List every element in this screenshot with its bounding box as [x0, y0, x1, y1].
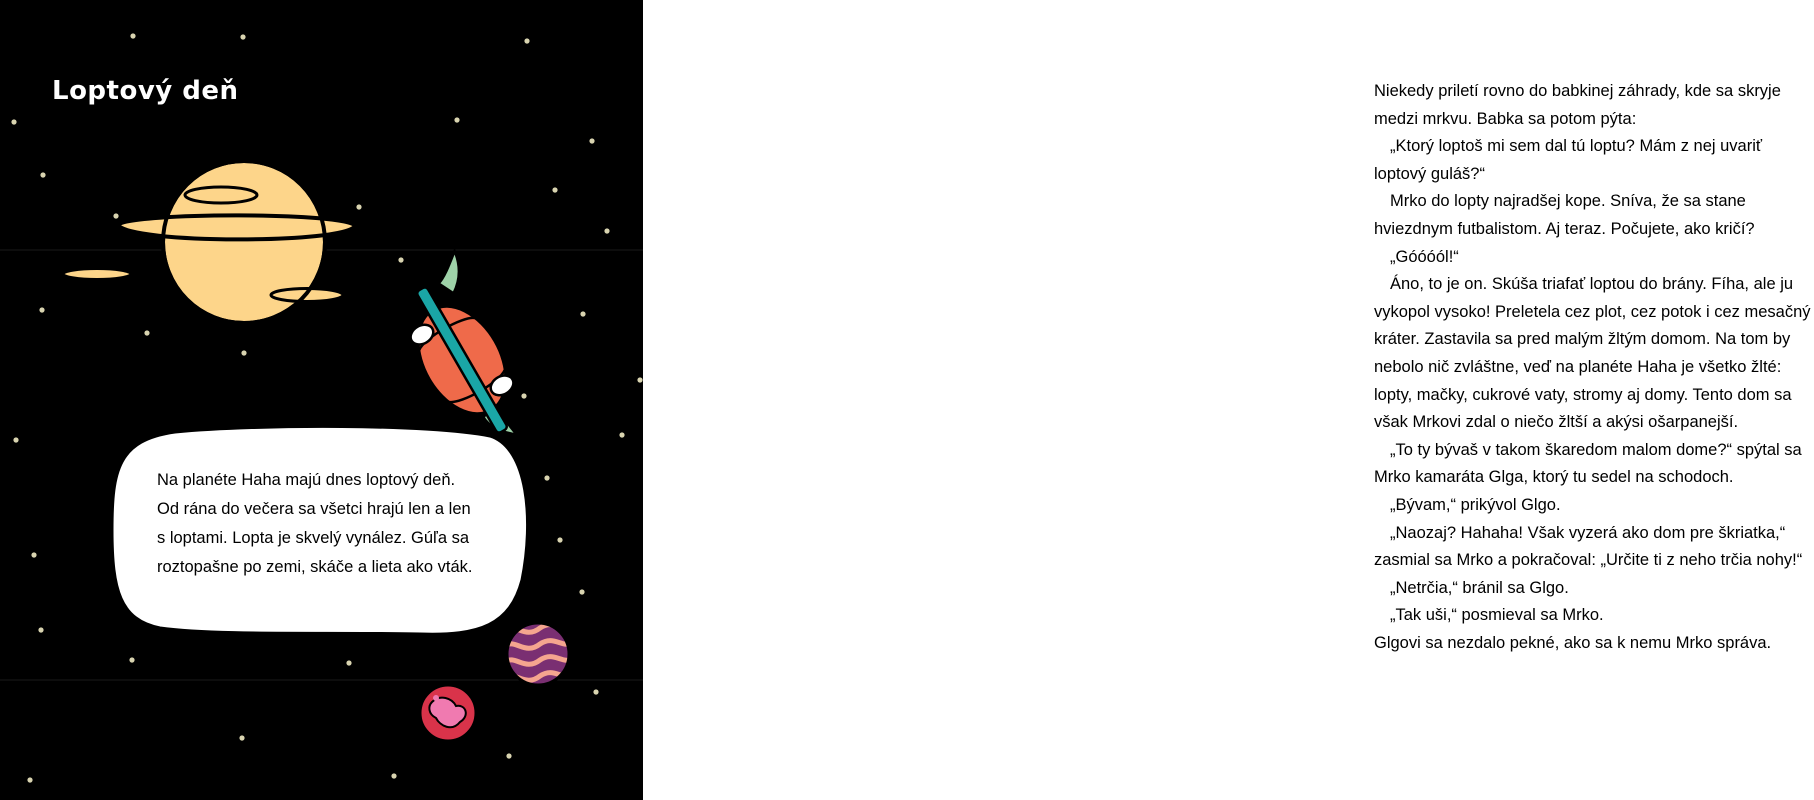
story-line: „Naozaj? Hahaha! Však vyzerá ako dom pre škriatka,“ [1390, 523, 1786, 542]
story-line: Áno, to je on. Skúša triafať loptou do brány. Fíha, ale ju [1390, 275, 1794, 294]
story-line: nebolo nič zvláštne, veď na planéte Haha je všetko žlté: [1374, 357, 1782, 376]
story-text [1374, 78, 1814, 657]
story-line: Mrko do lopty najradšej kope. Sníva, že sa stane [1390, 192, 1746, 211]
red-planet-icon [420, 685, 476, 741]
story-line: „Bývam,“ prikývol Glgo. [1390, 495, 1561, 514]
bubble-line: roztopašne po zemi, skáče a lieta ako vták. [157, 558, 473, 576]
left-page [0, 0, 643, 800]
story-line: lopty, mačky, cukrové vaty, stromy aj domy. Tento dom sa [1374, 385, 1792, 404]
striped-planet-icon [505, 623, 575, 685]
story-line: loptový guláš?“ [1374, 164, 1485, 183]
story-line: „Tak uši,“ posmieval sa Mrko. [1390, 606, 1604, 625]
bubble-line: s loptami. Lopta je skvelý vynález. Gúľa sa [157, 529, 470, 547]
bubble-line: Od rána do večera sa všetci hrajú len a len [157, 500, 471, 518]
page-title: Loptový deň [52, 76, 239, 106]
illustrations [0, 0, 643, 800]
story-line: však Mrkovi zdal o niečo žltší a akýsi ošarpanejší. [1374, 413, 1739, 432]
right-page [643, 0, 1811, 800]
story-line: vykopol vysoko! Preletela cez plot, cez potok i cez mesačný [1374, 302, 1811, 321]
story-line: hviezdnym futbalistom. Aj teraz. Počujete, ako kričí? [1374, 219, 1755, 238]
story-line: zasmial sa Mrko a pokračoval: „Určite ti z neho trčia nohy!“ [1374, 551, 1803, 570]
story-line: Glgovi sa nezdalo pekné, ako sa k nemu Mrko správa. [1374, 633, 1772, 652]
ringed-planet-icon [63, 161, 355, 323]
story-line: medzi mrkvu. Babka sa potom pýta: [1374, 109, 1637, 128]
story-line: „Netrčia,“ bránil sa Glgo. [1390, 578, 1569, 597]
bubble-line: Na planéte Haha majú dnes loptový deň. [157, 471, 456, 489]
story-line: Niekedy priletí rovno do babkinej záhrady, kde sa skryje [1374, 82, 1781, 100]
story-line: Mrko kamaráta Glga, ktorý tu sedel na schodoch. [1374, 468, 1734, 487]
story-line: „To ty bývaš v takom škaredom malom dome?“ spýtal sa [1390, 440, 1802, 459]
story-line: kráter. Zastavila sa pred malým žltým domom. Na tom by [1374, 330, 1791, 349]
bubble-text [157, 466, 487, 582]
story-line: „Góóóól!“ [1390, 247, 1459, 266]
story-line: „Ktorý loptoš mi sem dal tú loptu? Mám z nej uvariť [1390, 137, 1763, 156]
